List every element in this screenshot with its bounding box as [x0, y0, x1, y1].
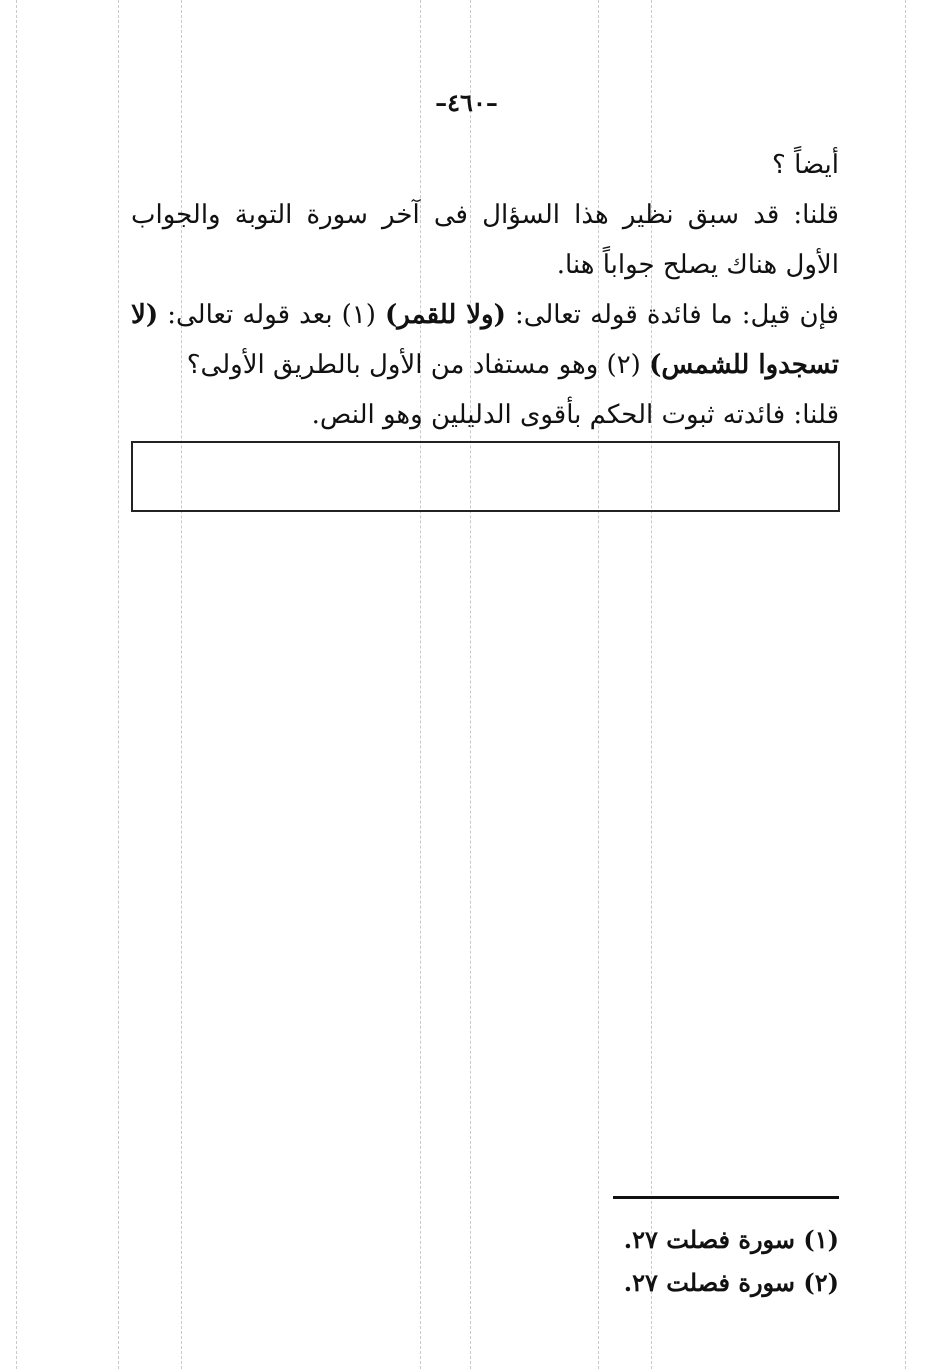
footnotes: [539, 1218, 839, 1304]
empty-frame-box: [131, 441, 840, 512]
footnote-divider: [613, 1196, 839, 1199]
question-paragraph: [131, 290, 839, 390]
question-text: (٢) وهو مستفاد من الأول بالطريق الأولى؟: [186, 350, 650, 380]
question-text: (١) بعد قوله تعالى:: [158, 300, 385, 330]
quran-quote: (لا تسجدوا للشمس): [131, 300, 839, 380]
question-text: فإن قيل: ما فائدة قوله تعالى:: [505, 300, 839, 330]
paragraph: قلنا: فائدته ثبوت الحكم بأقوى الدليلين وهو النص.: [311, 400, 839, 430]
scan-artifact-line: [118, 0, 119, 1369]
body-text: [131, 140, 839, 440]
scan-artifact-line: [16, 0, 17, 1369]
paragraph: قلنا: قد سبق نظير هذا السؤال فى آخر سورة التوبة والجواب الأول هناك يصلح جواباً هنا.: [131, 200, 839, 280]
footnote: (١) سورة فصلت ٢٧.: [623, 1225, 839, 1254]
footnote: (٢) سورة فصلت ٢٧.: [623, 1268, 839, 1297]
paragraph: أيضاً ؟: [772, 150, 839, 180]
scan-artifact-line: [905, 0, 906, 1369]
quran-quote: (ولا للقمر): [384, 300, 506, 330]
page-number: –٤٦٠–: [435, 88, 498, 117]
